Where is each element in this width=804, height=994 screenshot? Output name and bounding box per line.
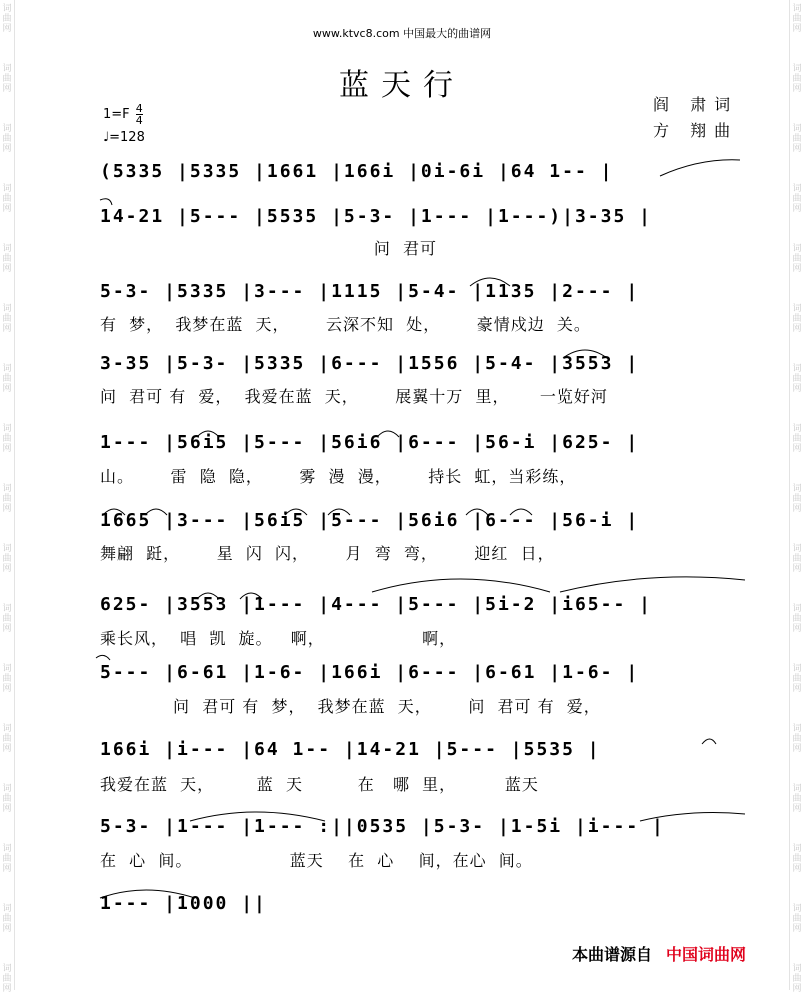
watermark-text: 词 曲 网 [792, 424, 802, 454]
notes-row-5: 1--- |56i5 |5--- |56i6 |6--- |56-i |625- | [100, 432, 640, 453]
key-label: 1=F [103, 107, 130, 122]
watermark-text: 词 曲 网 [792, 544, 802, 574]
lyricist-credit: 阎 肃词 [653, 95, 739, 114]
lyrics-row-3: 有 梦， 我梦在蓝 天， 云深不知 处， 豪情戍边 关。 [100, 315, 591, 334]
source-credit [572, 942, 746, 965]
lyrics-row-9: 我爱在蓝 天， 蓝 天 在 哪 里， 蓝天 [100, 775, 539, 794]
lyrics-row-6: 舞翩 跹， 星 闪 闪， 月 弯 弯， 迎红 日， [100, 544, 555, 563]
watermark-text: 词 曲 网 [792, 904, 802, 934]
source-brand-link[interactable]: 中国词曲网 [666, 945, 747, 964]
watermark-text: 词 曲 网 [792, 784, 802, 814]
slur [100, 199, 112, 205]
lyrics-row-10: 在 心 间。 蓝天 在 心 间，在心 间。 [100, 851, 533, 870]
watermark-text: 词 曲 网 [792, 184, 802, 214]
watermark-text: 词 曲 网 [792, 124, 802, 154]
watermark-text: 词 曲 网 [792, 724, 802, 754]
watermark-text: 词 曲 网 [792, 64, 802, 94]
watermark-text: 词 曲 网 [2, 304, 12, 334]
watermark-text: 词 曲 网 [792, 844, 802, 874]
watermark-text: 词 曲 网 [792, 964, 802, 994]
notes-row-7: 625- |3553 |1--- |4--- |5--- |5i-2 |i65-- | [100, 594, 652, 615]
watermark-text: 词 曲 网 [2, 124, 12, 154]
watermark-text: 词 曲 网 [792, 364, 802, 394]
key-signature [103, 103, 143, 126]
time-bottom: 4 [135, 114, 143, 127]
site-url: www.ktvc8.com 中国最大的曲谱网 [312, 27, 492, 40]
notes-row-8: 5--- |6-61 |1-6- |166i |6--- |6-61 |1-6- | [100, 662, 640, 683]
notes-row-2: 14-21 |5--- |5535 |5-3- |1--- |1---)|3-35 | [100, 206, 652, 227]
lyrics-row-5: 山。 雷 隐 隐， 雾 漫 漫， 持长 虹，当彩练， [100, 467, 577, 486]
notes-row-3: 5-3- |5335 |3--- |1115 |5-4- |1135 |2--- | [100, 281, 640, 302]
notes-row-10: 5-3- |1--- |1--- :||0535 |5-3- |1-5i |i--- | [100, 816, 665, 837]
tempo-marking [103, 130, 145, 145]
watermark-text: 词 曲 网 [2, 544, 12, 574]
watermark-text: 词 曲 网 [2, 244, 12, 274]
notes-row-9: 166i |i--- |64 1-- |14-21 |5--- |5535 | [100, 739, 601, 760]
slur [372, 579, 550, 592]
watermark-text: 词 曲 网 [2, 664, 12, 694]
watermark-text: 词 曲 网 [792, 4, 802, 34]
watermark-text: 词 曲 网 [2, 904, 12, 934]
watermark-text: 词 曲 网 [2, 724, 12, 754]
watermark-text: 词 曲 网 [792, 664, 802, 694]
lyrics-row-8: 问 君可 有 梦， 我梦在蓝 天， 问 君可 有 爱， [100, 697, 601, 716]
watermark-text: 词 曲 网 [792, 304, 802, 334]
notes-row-6: 1665 |3--- |56i5 |5--- |56i6 |6--- |56-i | [100, 510, 640, 531]
tempo-value: =128 [109, 130, 145, 145]
watermark-text: 词 曲 网 [2, 484, 12, 514]
watermark-text: 词 曲 网 [792, 244, 802, 274]
watermark-text: 词 曲 网 [792, 484, 802, 514]
song-title: 蓝天行 [339, 68, 465, 103]
lyrics-row-4: 问 君可 有 爱， 我爱在蓝 天， 展翼十万 里， 一览好河 [100, 387, 608, 406]
composer-credit: 方 翔曲 [653, 121, 739, 140]
source-label: 本曲谱源自 [572, 945, 653, 964]
notes-row-4: 3-35 |5-3- |5335 |6--- |1556 |5-4- |3553 | [100, 353, 640, 374]
watermark-text: 词 曲 网 [2, 844, 12, 874]
watermark-text: 词 曲 网 [2, 964, 12, 994]
quarter-note-icon: ♩ [103, 130, 110, 145]
watermark-text: 词 曲 网 [2, 64, 12, 94]
notes-row-11: 1--- |1000 || [100, 893, 267, 914]
watermark-text: 词 曲 网 [2, 424, 12, 454]
notes-row-1: (5335 |5335 |1661 |166i |0i-6i |64 1-- | [100, 161, 614, 182]
slur [560, 577, 745, 592]
watermark-text: 词 曲 网 [2, 184, 12, 214]
watermark-text: 词 曲 网 [792, 604, 802, 634]
time-signature [136, 103, 143, 126]
watermark-text: 词 曲 网 [2, 364, 12, 394]
watermark-text: 词 曲 网 [2, 784, 12, 814]
watermark-text: 词 曲 网 [2, 604, 12, 634]
lyrics-row-7: 乘长风， 唱 凯 旋。 啊， 啊， [100, 629, 457, 648]
lyrics-row-2: 问 君可 [100, 239, 438, 258]
slur [96, 655, 110, 660]
watermark-text: 词 曲 网 [2, 4, 12, 34]
time-top: 4 [135, 102, 143, 115]
